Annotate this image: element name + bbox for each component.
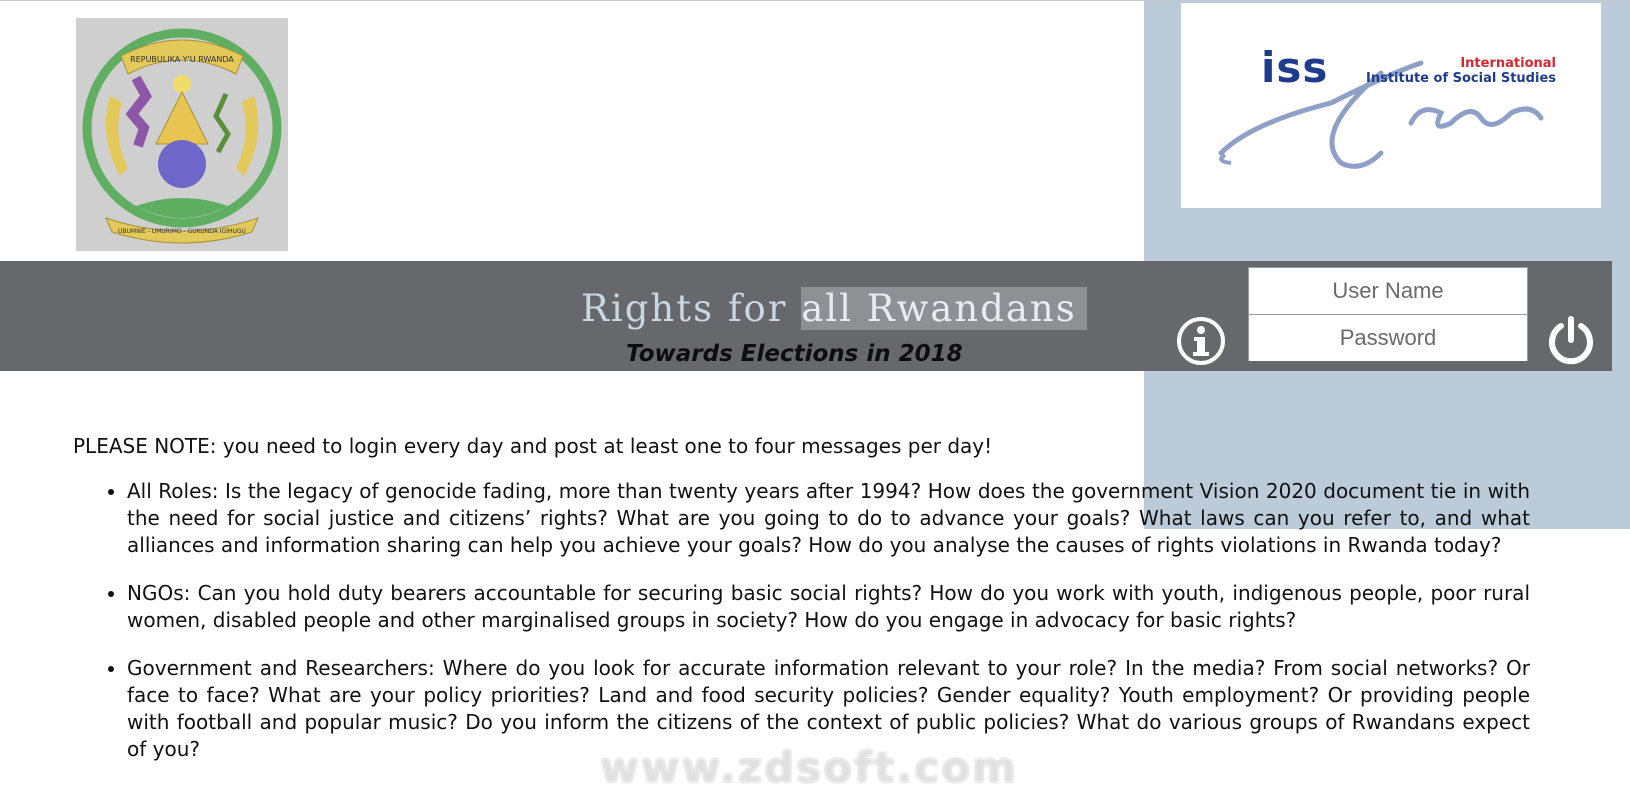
login-form bbox=[1248, 267, 1528, 361]
list-item-all-roles: • All Roles: Is the legacy of genocide fading, more than twenty years after 1994? How does the government Vision 2020 document tie in with the need for social justice and citizens’ rights? What are you going to do to advance your goals? What laws can you refer to, and what alliances and information sharing can help you achieve your goals? How do you analyse the causes of rights violations in Rwanda today? bbox=[127, 478, 1530, 559]
power-icon bbox=[1545, 314, 1597, 366]
main-content bbox=[73, 433, 1530, 784]
title-part2: all Rwandans bbox=[801, 287, 1086, 330]
login-note: PLEASE NOTE: you need to login every day and post at least one to four messages per day! bbox=[73, 434, 993, 458]
info-icon bbox=[1176, 316, 1226, 366]
title-part1: Rights for bbox=[581, 287, 802, 330]
username-input[interactable] bbox=[1249, 268, 1527, 314]
page-title bbox=[581, 287, 1087, 333]
watermark: www.zdsoft.com bbox=[600, 743, 1018, 792]
page-subtitle: Towards Elections in 2018 bbox=[626, 341, 963, 367]
iss-logo-line1: International bbox=[1460, 56, 1556, 71]
iss-logo bbox=[1181, 3, 1601, 208]
password-input[interactable] bbox=[1249, 315, 1527, 361]
rwanda-emblem-logo bbox=[76, 18, 288, 251]
login-power-button[interactable] bbox=[1545, 314, 1597, 366]
iss-mark: iss bbox=[1261, 43, 1329, 92]
list-item-ngos: • NGOs: Can you hold duty bearers accountable for securing basic social rights? How do you work with youth, indigenous people, poor rural women, disabled people and other marginalised groups in society? How do you engage in advocacy for basic rights? bbox=[127, 580, 1530, 634]
list-item-government: • Government and Researchers: Where do you look for accurate information relevant to your role? In the media? From social networks? Or face to face? What are your policy priorities? Land and food security policies? Gender equality? Youth employment? Or providing people with football and popular music? Do you inform the citizens of the context of public policies? What do various groups of Rwandans expect of you? bbox=[127, 655, 1530, 763]
info-button[interactable] bbox=[1176, 316, 1226, 366]
svg-text:UBUMWE - UMURIMO - GUKUNDA IGI: UBUMWE - UMURIMO - GUKUNDA IGIHUGU bbox=[118, 228, 246, 235]
question-list bbox=[73, 478, 1530, 763]
svg-text:REPUBULIKA Y'U RWANDA: REPUBULIKA Y'U RWANDA bbox=[130, 55, 234, 64]
iss-logo-line2: Institute of Social Studies bbox=[1366, 71, 1556, 86]
